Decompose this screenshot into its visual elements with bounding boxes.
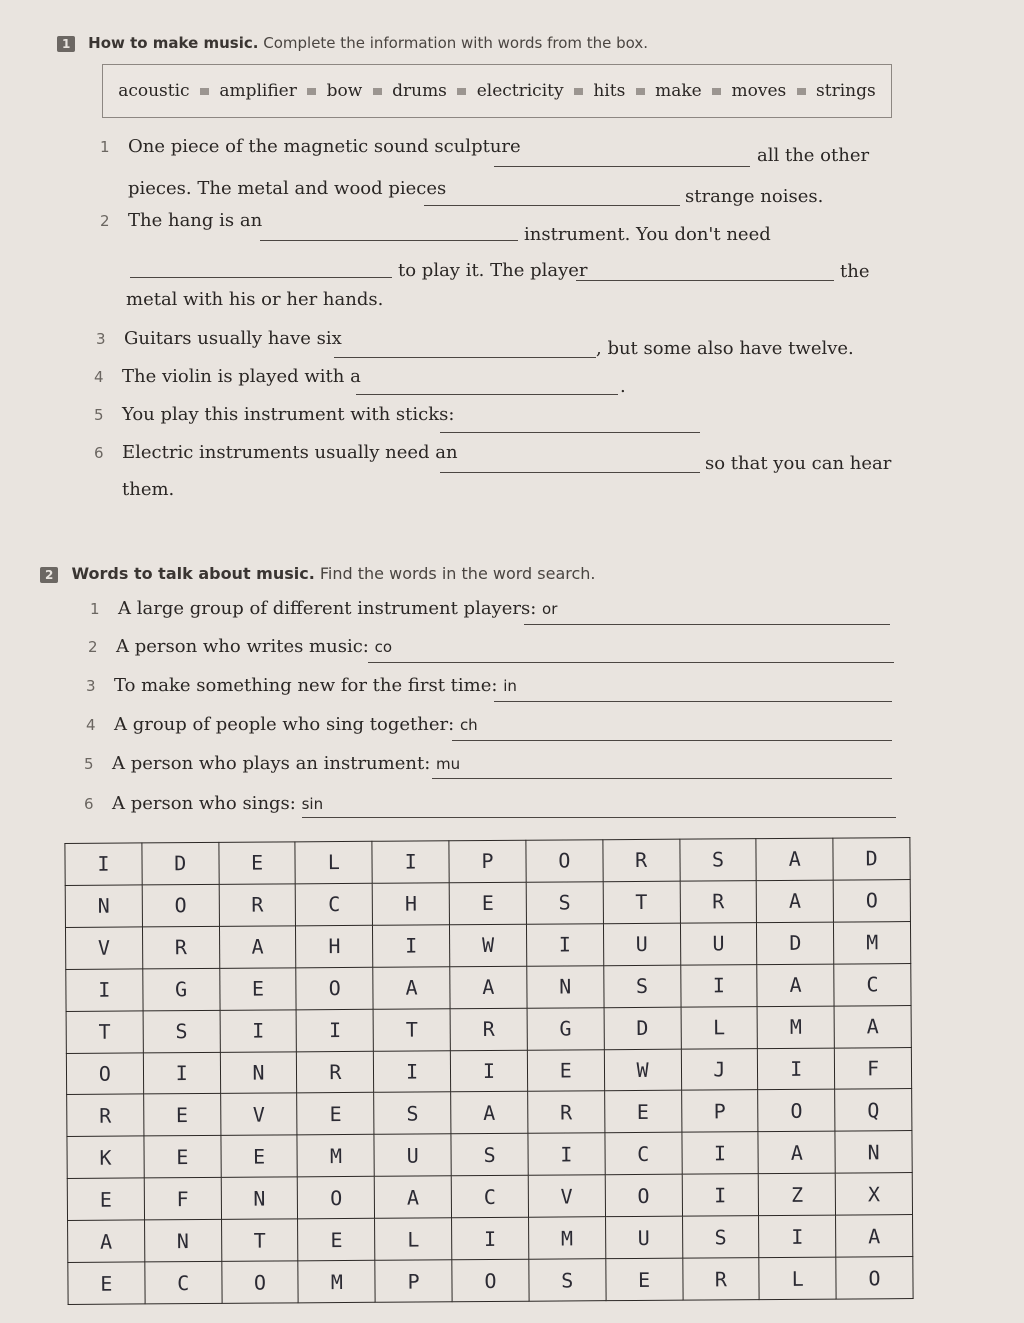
answer-blank-4[interactable] <box>356 394 618 395</box>
grid-cell[interactable]: C <box>605 1133 682 1175</box>
ex2-item-3 <box>86 675 517 696</box>
grid-cell[interactable]: M <box>297 1135 374 1177</box>
grid-cell[interactable]: O <box>605 1174 682 1216</box>
grid-cell[interactable]: M <box>757 1006 834 1048</box>
answer-line-ex2-4[interactable] <box>452 740 892 741</box>
ex2-item-1 <box>90 598 557 619</box>
ex2-item-5 <box>84 753 460 774</box>
grid-cell[interactable]: I <box>526 924 603 966</box>
grid-cell[interactable]: M <box>298 1260 375 1302</box>
grid-row <box>66 1005 911 1053</box>
separator-square-icon <box>574 88 583 95</box>
grid-cell[interactable]: O <box>526 840 603 882</box>
ex1-item-1-line-a <box>100 136 521 157</box>
answer-line-ex2-5[interactable] <box>432 778 892 779</box>
grid-cell[interactable]: T <box>373 1008 450 1050</box>
grid-cell[interactable]: I <box>143 1052 220 1094</box>
grid-row <box>65 838 910 886</box>
word-box-item: make <box>655 81 702 101</box>
grid-cell[interactable]: M <box>528 1217 605 1259</box>
grid-cell[interactable]: I <box>758 1048 835 1090</box>
grid-cell[interactable]: A <box>451 1092 528 1134</box>
grid-row <box>68 1257 913 1305</box>
grid-cell[interactable]: E <box>219 968 296 1010</box>
grid-cell[interactable]: S <box>682 1216 759 1258</box>
item-number: 1 <box>90 600 100 618</box>
answer-blank-2c[interactable] <box>576 280 834 281</box>
grid-cell[interactable]: C <box>296 883 373 925</box>
grid-cell[interactable]: E <box>527 1049 604 1091</box>
grid-cell[interactable]: F <box>144 1178 221 1220</box>
answer-blank-1a[interactable] <box>494 166 750 167</box>
grid-cell[interactable]: R <box>219 884 296 926</box>
grid-cell[interactable]: I <box>373 925 450 967</box>
item-text: A person who writes music: <box>116 636 369 657</box>
grid-cell[interactable]: D <box>833 838 910 880</box>
exercise-1-number: 1 <box>57 36 75 52</box>
grid-cell[interactable]: A <box>757 964 834 1006</box>
answer-line-ex2-3[interactable] <box>494 701 892 702</box>
grid-cell[interactable]: E <box>298 1218 375 1260</box>
ex1-item-4-text-b: . <box>620 376 626 397</box>
grid-row <box>67 1173 912 1221</box>
ex1-item-2-text-d: the <box>840 261 870 282</box>
grid-cell[interactable]: T <box>221 1219 298 1261</box>
grid-cell[interactable]: I <box>65 843 142 885</box>
grid-cell[interactable]: H <box>372 883 449 925</box>
grid-cell[interactable]: Z <box>759 1173 836 1215</box>
grid-cell[interactable]: E <box>144 1136 221 1178</box>
grid-cell[interactable]: C <box>145 1261 222 1303</box>
grid-cell[interactable]: G <box>143 968 220 1010</box>
grid-cell[interactable]: F <box>834 1047 911 1089</box>
answer-blank-2b[interactable] <box>130 277 392 278</box>
ex1-item-6-line-a <box>94 442 458 463</box>
separator-square-icon <box>307 88 316 95</box>
item-text: A group of people who sing together: <box>114 714 455 735</box>
exercise-1-title: How to make music. <box>88 34 259 52</box>
grid-cell[interactable]: I <box>220 1009 297 1051</box>
grid-cell[interactable]: S <box>526 882 603 924</box>
ex1-item-1-text-d: strange noises. <box>685 186 824 207</box>
item-number: 5 <box>84 755 94 773</box>
word-search-grid <box>64 837 913 1305</box>
grid-cell[interactable]: S <box>374 1092 451 1134</box>
grid-cell[interactable]: O <box>833 879 910 921</box>
answer-blank-2a[interactable] <box>260 240 518 241</box>
word-box-item: acoustic <box>118 81 190 101</box>
item-text: To make something new for the first time: <box>114 675 498 696</box>
grid-cell[interactable]: A <box>756 880 833 922</box>
grid-cell[interactable]: R <box>450 1008 527 1050</box>
item-number: 4 <box>94 368 104 386</box>
grid-cell[interactable]: V <box>528 1175 605 1217</box>
item-text: The violin is played with a <box>122 366 361 387</box>
grid-cell[interactable]: O <box>298 1177 375 1219</box>
grid-cell[interactable]: E <box>67 1178 144 1220</box>
grid-cell[interactable]: K <box>67 1136 144 1178</box>
grid-cell[interactable]: R <box>142 926 219 968</box>
item-number: 3 <box>96 330 106 348</box>
ex1-item-3-text-b: , but some also have twelve. <box>596 338 854 359</box>
grid-cell[interactable]: U <box>374 1134 451 1176</box>
grid-row <box>65 921 910 969</box>
grid-cell[interactable]: M <box>834 921 911 963</box>
grid-cell[interactable]: I <box>450 1050 527 1092</box>
grid-cell[interactable]: X <box>835 1173 912 1215</box>
grid-row <box>67 1131 912 1179</box>
ex1-item-4-line-a <box>94 366 361 387</box>
grid-cell[interactable]: N <box>220 1051 297 1093</box>
item-number: 5 <box>94 406 104 424</box>
item-number: 1 <box>100 138 110 156</box>
grid-cell[interactable]: P <box>449 840 526 882</box>
grid-cell[interactable]: A <box>374 1176 451 1218</box>
word-box-item: amplifier <box>219 81 297 101</box>
grid-cell[interactable]: D <box>604 1007 681 1049</box>
word-box-item: hits <box>593 81 626 101</box>
grid-cell[interactable]: A <box>68 1220 145 1262</box>
grid-cell[interactable]: R <box>682 1258 759 1300</box>
ex1-item-1-text-c: pieces. The metal and wood pieces <box>128 178 447 199</box>
grid-cell[interactable]: E <box>221 1135 298 1177</box>
grid-cell[interactable]: V <box>220 1093 297 1135</box>
ex1-item-2-text-e: metal with his or her hands. <box>126 289 384 310</box>
ex1-item-5-line-a <box>94 404 454 425</box>
grid-cell[interactable]: O <box>758 1090 835 1132</box>
grid-cell[interactable]: N <box>144 1220 221 1262</box>
grid-cell[interactable]: G <box>527 1007 604 1049</box>
exercise-2-number: 2 <box>40 567 58 583</box>
grid-cell[interactable]: I <box>372 841 449 883</box>
exercise-1-instruction: Complete the information with words from the box. <box>263 34 649 52</box>
grid-cell[interactable]: I <box>682 1174 759 1216</box>
handwritten-answer: mu <box>436 755 461 773</box>
ex2-item-2 <box>88 636 392 657</box>
grid-cell[interactable]: R <box>67 1094 144 1136</box>
ex1-item-3-line-a <box>96 328 342 349</box>
grid-cell[interactable]: N <box>221 1177 298 1219</box>
grid-cell[interactable]: A <box>450 966 527 1008</box>
ex1-item-6-text-b: so that you can hear <box>705 453 892 474</box>
item-number: 2 <box>100 212 110 230</box>
grid-cell[interactable]: O <box>142 884 219 926</box>
separator-square-icon <box>797 88 806 95</box>
item-number: 3 <box>86 677 96 695</box>
grid-cell[interactable]: A <box>756 838 833 880</box>
exercise-1-heading <box>57 34 648 52</box>
handwritten-answer: sin <box>301 795 324 813</box>
grid-cell[interactable]: E <box>68 1262 145 1304</box>
item-text: The hang is an <box>128 210 263 231</box>
grid-cell[interactable]: C <box>451 1175 528 1217</box>
ex1-item-1-text-b: all the other <box>757 145 870 166</box>
ex1-item-6-text-c: them. <box>122 479 175 500</box>
handwritten-answer: co <box>374 638 393 656</box>
ex2-item-6 <box>84 793 323 814</box>
grid-cell[interactable]: L <box>295 841 372 883</box>
word-box-item: bow <box>326 81 363 101</box>
item-number: 6 <box>94 444 104 462</box>
item-text: You play this instrument with sticks: <box>122 404 455 425</box>
word-box-item: strings <box>816 81 876 101</box>
exercise-2-heading <box>40 564 596 583</box>
grid-cell[interactable]: A <box>373 966 450 1008</box>
grid-cell[interactable]: I <box>297 1009 374 1051</box>
separator-square-icon <box>636 88 645 95</box>
grid-cell[interactable]: L <box>375 1218 452 1260</box>
answer-line-ex2-1[interactable] <box>524 624 890 625</box>
grid-cell[interactable]: U <box>680 922 757 964</box>
grid-cell[interactable]: A <box>836 1215 913 1257</box>
grid-cell[interactable]: D <box>142 842 219 884</box>
item-text: Electric instruments usually need an <box>122 442 458 463</box>
grid-cell[interactable]: I <box>528 1133 605 1175</box>
item-text: A large group of different instrument players: <box>118 598 537 619</box>
grid-cell[interactable]: C <box>834 963 911 1005</box>
grid-cell[interactable]: S <box>679 839 756 881</box>
answer-blank-3[interactable] <box>334 357 596 358</box>
answer-blank-5[interactable] <box>440 432 700 433</box>
grid-cell[interactable]: I <box>681 1132 758 1174</box>
grid-cell[interactable]: R <box>297 1051 374 1093</box>
grid-cell[interactable]: A <box>834 1005 911 1047</box>
grid-cell[interactable]: S <box>143 1010 220 1052</box>
grid-cell[interactable]: I <box>452 1217 529 1259</box>
item-text: A person who sings: <box>112 793 296 814</box>
answer-blank-1b[interactable] <box>424 205 680 206</box>
item-text: Guitars usually have six <box>124 328 342 349</box>
grid-cell[interactable]: J <box>681 1048 758 1090</box>
grid-cell[interactable]: O <box>836 1257 913 1299</box>
item-number: 2 <box>88 638 98 656</box>
item-number: 4 <box>86 716 96 734</box>
grid-cell[interactable]: R <box>603 839 680 881</box>
grid-cell[interactable]: A <box>758 1131 835 1173</box>
grid-cell[interactable]: R <box>680 881 757 923</box>
answer-line-ex2-2[interactable] <box>368 662 894 663</box>
grid-cell[interactable]: L <box>681 1006 758 1048</box>
handwritten-answer: ch <box>459 716 478 734</box>
grid-cell[interactable]: I <box>66 969 143 1011</box>
ex2-item-4 <box>86 714 478 735</box>
exercise-2-title: Words to talk about music. <box>71 564 315 583</box>
grid-cell[interactable]: V <box>65 927 142 969</box>
grid-cell[interactable]: W <box>604 1049 681 1091</box>
item-number: 6 <box>84 795 94 813</box>
word-box-item: moves <box>731 81 787 101</box>
word-box-item: drums <box>392 81 447 101</box>
grid-cell[interactable]: S <box>603 965 680 1007</box>
grid-cell[interactable]: I <box>759 1215 836 1257</box>
grid-cell[interactable]: O <box>452 1259 529 1301</box>
grid-cell[interactable]: E <box>449 882 526 924</box>
separator-square-icon <box>200 88 209 95</box>
answer-line-ex2-6[interactable] <box>302 817 896 818</box>
grid-cell[interactable]: O <box>296 967 373 1009</box>
grid-cell[interactable]: D <box>757 922 834 964</box>
ex1-item-2-line-a <box>100 210 262 231</box>
word-box-item: electricity <box>476 81 564 101</box>
grid-cell[interactable]: N <box>835 1131 912 1173</box>
grid-cell[interactable]: W <box>450 924 527 966</box>
grid-row <box>66 1047 911 1095</box>
grid-cell[interactable]: N <box>65 885 142 927</box>
grid-cell[interactable]: E <box>606 1258 683 1300</box>
grid-cell[interactable]: R <box>528 1091 605 1133</box>
grid-row <box>66 963 911 1011</box>
item-text: One piece of the magnetic sound sculpture <box>128 136 521 157</box>
grid-row <box>68 1215 913 1263</box>
grid-cell[interactable]: P <box>375 1260 452 1302</box>
grid-row <box>65 879 910 927</box>
grid-cell[interactable]: E <box>604 1091 681 1133</box>
item-text: A person who plays an instrument: <box>112 753 431 774</box>
separator-square-icon <box>373 88 382 95</box>
grid-cell[interactable]: L <box>759 1257 836 1299</box>
handwritten-answer: or <box>542 600 558 618</box>
grid-cell[interactable]: P <box>681 1090 758 1132</box>
handwritten-answer: in <box>503 677 517 695</box>
grid-cell[interactable]: I <box>680 964 757 1006</box>
exercise-2-instruction: Find the words in the word search. <box>319 564 596 583</box>
grid-cell[interactable]: T <box>66 1011 143 1053</box>
grid-cell[interactable]: Q <box>835 1089 912 1131</box>
grid-cell[interactable]: O <box>66 1052 143 1094</box>
separator-square-icon <box>712 88 721 95</box>
grid-cell[interactable]: T <box>603 881 680 923</box>
grid-cell[interactable]: S <box>451 1134 528 1176</box>
grid-cell[interactable]: E <box>219 842 296 884</box>
word-box <box>102 64 892 118</box>
grid-cell[interactable]: O <box>221 1261 298 1303</box>
grid-cell[interactable]: S <box>529 1259 606 1301</box>
grid-cell[interactable]: E <box>297 1093 374 1135</box>
grid-cell[interactable]: A <box>219 926 296 968</box>
grid-cell[interactable]: I <box>374 1050 451 1092</box>
grid-cell[interactable]: U <box>605 1216 682 1258</box>
ex1-item-2-text-c: to play it. The player <box>398 260 588 281</box>
grid-cell[interactable]: E <box>143 1094 220 1136</box>
grid-cell[interactable]: H <box>296 925 373 967</box>
separator-square-icon <box>457 88 466 95</box>
grid-row <box>67 1089 912 1137</box>
grid-cell[interactable]: N <box>527 965 604 1007</box>
grid-cell[interactable]: U <box>603 923 680 965</box>
answer-blank-6[interactable] <box>440 472 700 473</box>
ex1-item-2-text-b: instrument. You don't need <box>524 224 771 245</box>
